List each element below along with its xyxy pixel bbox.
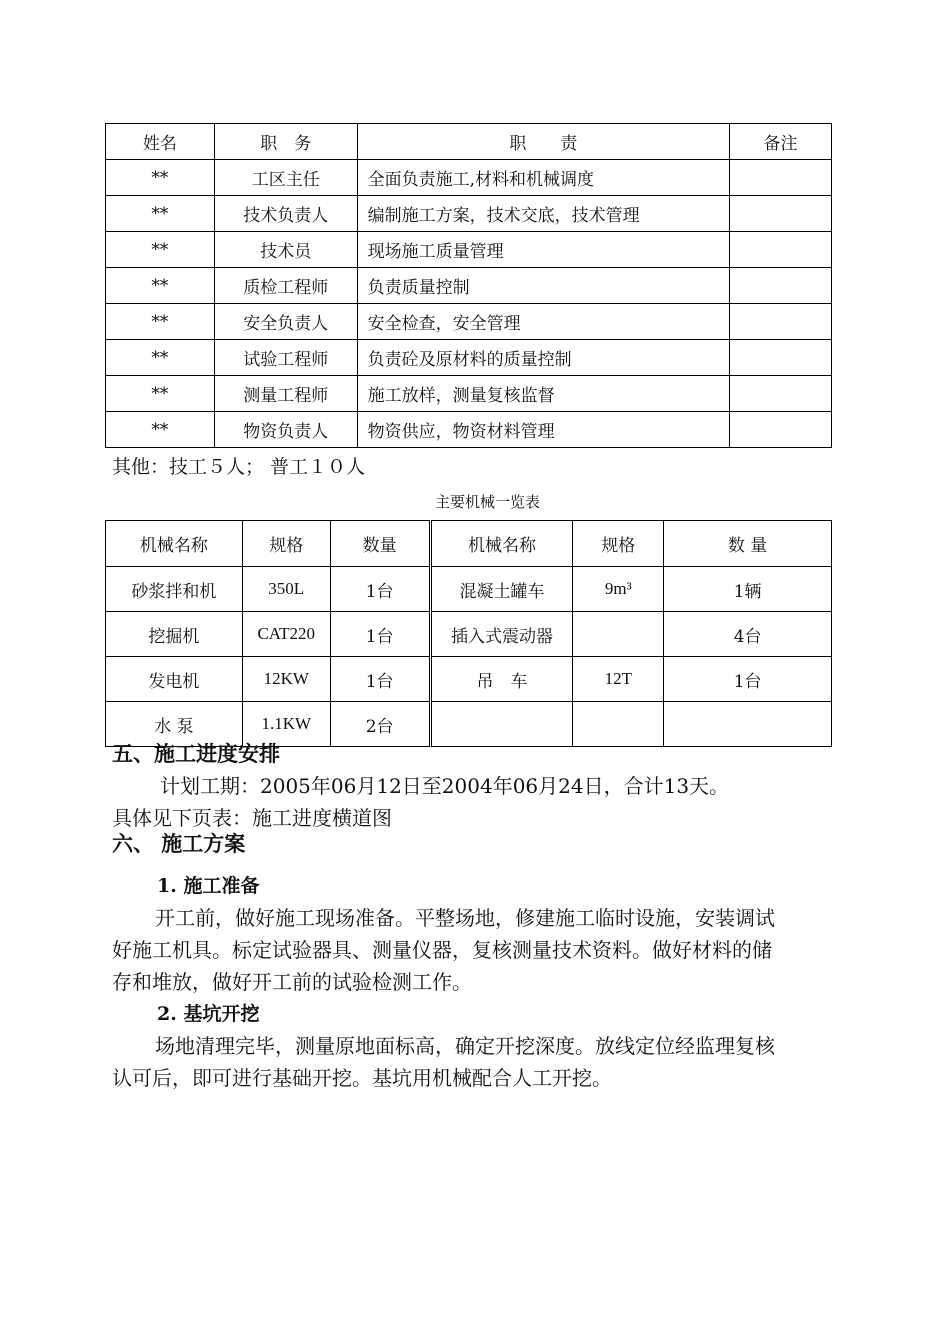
table-row: [106, 657, 832, 702]
table-row: [106, 160, 832, 196]
spec-cell: [573, 702, 664, 747]
header-cell: 规格: [242, 521, 330, 567]
other-staff-note: 其他：技工５人； 普工１０人: [112, 456, 366, 478]
machine-header-row: [106, 521, 832, 567]
spec-cell: [573, 612, 664, 657]
schedule-line: 计划工期：2005年06月12日至2004年06月24日，合计13天。: [160, 774, 730, 798]
name-cell: **: [106, 232, 215, 268]
machine-name-cell: 水 泵: [106, 702, 243, 747]
position-cell: 物资负责人: [214, 412, 357, 448]
subsection-2-heading: 2. 基坑开挖: [157, 1003, 260, 1025]
duty-cell: 全面负责施工,材料和机械调度: [357, 160, 729, 196]
note-cell: [730, 268, 832, 304]
quantity-cell: 1台: [330, 657, 430, 702]
paragraph-line: 认可后，即可进行基础开挖。基坑用机械配合人工开挖。: [112, 1066, 612, 1090]
spec-cell: 350L: [242, 567, 330, 612]
machine-name-cell: 砂浆拌和机: [106, 567, 243, 612]
staff-header-row: [106, 124, 832, 160]
spec-cell: 9m³: [573, 567, 664, 612]
staff-table: [105, 123, 832, 448]
spec-cell: CAT220: [242, 612, 330, 657]
machine-name-cell: 插入式震动器: [430, 612, 573, 657]
name-cell: **: [106, 196, 215, 232]
machine-name-cell: [430, 702, 573, 747]
position-cell: 技术负责人: [214, 196, 357, 232]
quantity-cell: [664, 702, 832, 747]
section-5-heading: 五、施工进度安排: [112, 741, 280, 766]
quantity-cell: 2台: [330, 702, 430, 747]
paragraph-line: 好施工机具。标定试验器具、测量仪器，复核测量技术资料。做好材料的储: [112, 938, 772, 962]
header-cell: 规格: [573, 521, 664, 567]
table-row: [106, 376, 832, 412]
duty-cell: 现场施工质量管理: [357, 232, 729, 268]
header-cell: 职 责: [357, 124, 729, 160]
paragraph-line: 存和堆放，做好开工前的试验检测工作。: [112, 970, 472, 994]
machine-table-title: 主要机械一览表: [434, 493, 540, 511]
header-cell: 职 务: [214, 124, 357, 160]
table-row: [106, 304, 832, 340]
note-cell: [730, 412, 832, 448]
note-cell: [730, 304, 832, 340]
position-cell: 安全负责人: [214, 304, 357, 340]
name-cell: **: [106, 376, 215, 412]
quantity-cell: 1辆: [664, 567, 832, 612]
duty-cell: 安全检查，安全管理: [357, 304, 729, 340]
position-cell: 试验工程师: [214, 340, 357, 376]
machine-name-cell: 挖掘机: [106, 612, 243, 657]
position-cell: 技术员: [214, 232, 357, 268]
duty-cell: 施工放样，测量复核监督: [357, 376, 729, 412]
table-row: [106, 196, 832, 232]
header-cell: 机械名称: [106, 521, 243, 567]
position-cell: 质检工程师: [214, 268, 357, 304]
table-row: [106, 268, 832, 304]
schedule-reference-line: 具体见下页表：施工进度横道图: [112, 806, 392, 830]
table-row: [106, 340, 832, 376]
spec-cell: 1.1KW: [242, 702, 330, 747]
note-cell: [730, 160, 832, 196]
header-cell: 姓名: [106, 124, 215, 160]
name-cell: **: [106, 340, 215, 376]
quantity-cell: 1台: [330, 567, 430, 612]
paragraph-line: 开工前，做好施工现场准备。平整场地，修建施工临时设施，安装调试: [155, 906, 775, 930]
table-row: [106, 412, 832, 448]
header-cell: 数量: [330, 521, 430, 567]
name-cell: **: [106, 304, 215, 340]
section-6-heading: 六、 施工方案: [112, 831, 246, 856]
machine-name-cell: 混凝土罐车: [430, 567, 573, 612]
duty-cell: 物资供应，物资材料管理: [357, 412, 729, 448]
duty-cell: 编制施工方案，技术交底，技术管理: [357, 196, 729, 232]
note-cell: [730, 196, 832, 232]
quantity-cell: 4台: [664, 612, 832, 657]
machine-table: [105, 520, 832, 747]
quantity-cell: 1台: [664, 657, 832, 702]
name-cell: **: [106, 412, 215, 448]
quantity-cell: 1台: [330, 612, 430, 657]
name-cell: **: [106, 160, 215, 196]
table-row: [106, 567, 832, 612]
header-cell: 备注: [730, 124, 832, 160]
header-cell: 机械名称: [430, 521, 573, 567]
duty-cell: 负责质量控制: [357, 268, 729, 304]
position-cell: 工区主任: [214, 160, 357, 196]
duty-cell: 负责砼及原材料的质量控制: [357, 340, 729, 376]
note-cell: [730, 232, 832, 268]
name-cell: **: [106, 268, 215, 304]
spec-cell: 12T: [573, 657, 664, 702]
header-cell: 数 量: [664, 521, 832, 567]
note-cell: [730, 340, 832, 376]
spec-cell: 12KW: [242, 657, 330, 702]
paragraph-line: 场地清理完毕，测量原地面标高，确定开挖深度。放线定位经监理复核: [155, 1034, 775, 1058]
subsection-1-heading: 1. 施工准备: [157, 875, 260, 897]
table-row: [106, 232, 832, 268]
position-cell: 测量工程师: [214, 376, 357, 412]
table-row: [106, 612, 832, 657]
machine-name-cell: 发电机: [106, 657, 243, 702]
note-cell: [730, 376, 832, 412]
machine-name-cell: 吊 车: [430, 657, 573, 702]
